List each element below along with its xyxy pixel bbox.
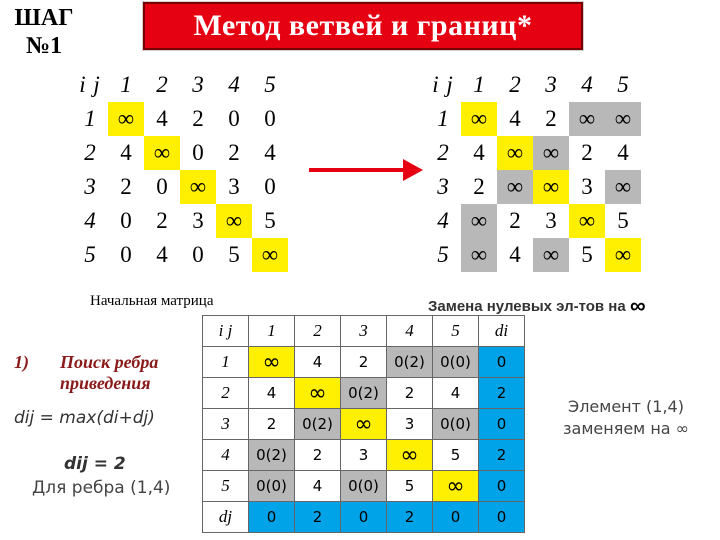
replaced-cell: ∞ — [533, 170, 569, 204]
method-block — [14, 352, 194, 498]
penalty-cell: 4 — [295, 471, 341, 502]
initial-cell: 0 — [120, 208, 132, 233]
penalty-row-label: 3 — [203, 409, 249, 440]
penalty-cell: 0(2) — [341, 378, 387, 409]
replaced-row-label: 4 — [437, 208, 449, 233]
penalty-dj-cell: 0 — [433, 502, 479, 533]
replaced-cell: 2 — [473, 174, 485, 199]
replaced-col-header: 5 — [617, 72, 629, 97]
step-label — [4, 4, 84, 60]
penalty-cell: 4 — [295, 347, 341, 378]
initial-corner: i j — [79, 72, 101, 97]
penalty-col-header: 2 — [295, 316, 341, 347]
penalty-di-header: di — [479, 316, 525, 347]
penalty-row-label: 1 — [203, 347, 249, 378]
replaced-matrix — [425, 68, 641, 272]
initial-cell: 4 — [156, 106, 168, 131]
penalty-di-cell: 0 — [479, 347, 525, 378]
penalty-col-header: 4 — [387, 316, 433, 347]
initial-cell: 0 — [192, 140, 204, 165]
penalty-cell: ∞ — [295, 378, 341, 409]
replaced-row-label: 3 — [437, 174, 449, 199]
penalty-header-row — [203, 316, 525, 347]
initial-col-header: 2 — [156, 72, 168, 97]
initial-row — [72, 136, 288, 170]
replaced-col-header: 2 — [509, 72, 521, 97]
initial-cell: 0 — [264, 106, 276, 131]
initial-cell: 2 — [228, 140, 240, 165]
penalty-di-cell: 0 — [479, 471, 525, 502]
slide-title: Метод ветвей и границ* — [193, 9, 533, 42]
initial-row-label: 5 — [84, 242, 96, 267]
penalty-dj-row — [203, 502, 525, 533]
initial-row — [72, 238, 288, 272]
initial-cell: ∞ — [216, 204, 252, 238]
penalty-cell: 4 — [249, 378, 295, 409]
replaced-cell: ∞ — [605, 238, 641, 272]
penalty-di-cell: 0 — [479, 409, 525, 440]
initial-row — [72, 170, 288, 204]
initial-row-label: 2 — [84, 140, 96, 165]
replaced-row-label: 2 — [437, 140, 449, 165]
replaced-cell: ∞ — [461, 102, 497, 136]
initial-cell: 2 — [156, 208, 168, 233]
replaced-col-header: 1 — [473, 72, 485, 97]
replaced-cell: ∞ — [497, 170, 533, 204]
penalty-cell: 0(0) — [341, 471, 387, 502]
method-number: 1) — [14, 352, 29, 372]
initial-cell: 5 — [264, 208, 276, 233]
initial-row-label: 1 — [84, 106, 96, 131]
penalty-col-header: 3 — [341, 316, 387, 347]
replaced-cell: 2 — [545, 106, 557, 131]
initial-col-header: 4 — [228, 72, 240, 97]
step-word: ШАГ — [14, 5, 74, 31]
penalty-cell: 0(0) — [249, 471, 295, 502]
penalty-row-label: 5 — [203, 471, 249, 502]
replaced-cell: 5 — [617, 208, 629, 233]
penalty-cell: ∞ — [387, 440, 433, 471]
penalty-di-cell: 2 — [479, 378, 525, 409]
initial-cell: 0 — [264, 174, 276, 199]
penalty-matrix — [202, 315, 525, 533]
replaced-col-header: 4 — [581, 72, 593, 97]
initial-cell: 0 — [156, 174, 168, 199]
initial-matrix — [72, 68, 288, 272]
initial-cell: 2 — [120, 174, 132, 199]
method-edge: Для ребра (1,4) — [32, 478, 171, 498]
penalty-dj-cell: 0 — [341, 502, 387, 533]
replaced-header-row — [425, 68, 641, 102]
replaced-corner: i j — [432, 72, 454, 97]
initial-cell: ∞ — [252, 238, 288, 272]
replaced-cell: ∞ — [569, 102, 605, 136]
penalty-cell: 5 — [433, 440, 479, 471]
penalty-corner: i j — [203, 316, 249, 347]
penalty-cell: 0(2) — [387, 347, 433, 378]
penalty-cell: 0(2) — [249, 440, 295, 471]
penalty-dj-cell: 2 — [295, 502, 341, 533]
replaced-cell: 2 — [581, 140, 593, 165]
penalty-dj-cell: 0 — [249, 502, 295, 533]
initial-cell: ∞ — [144, 136, 180, 170]
penalty-cell: ∞ — [249, 347, 295, 378]
replaced-cell: 3 — [545, 208, 557, 233]
penalty-cell: 0(0) — [433, 409, 479, 440]
penalty-col-header: 5 — [433, 316, 479, 347]
initial-header-row — [72, 68, 288, 102]
replaced-row-label: 1 — [437, 106, 449, 131]
slide-title-box — [143, 2, 583, 50]
initial-cell: 4 — [264, 140, 276, 165]
replaced-cell: 4 — [473, 140, 485, 165]
method-title — [14, 352, 194, 394]
initial-cell: ∞ — [108, 102, 144, 136]
initial-cell: 0 — [192, 242, 204, 267]
initial-cell: 3 — [192, 208, 204, 233]
replaced-cell: 5 — [581, 242, 593, 267]
replaced-cell: 4 — [617, 140, 629, 165]
penalty-cell: 2 — [341, 347, 387, 378]
penalty-cell: ∞ — [433, 471, 479, 502]
penalty-cell: 3 — [387, 409, 433, 440]
penalty-row — [203, 347, 525, 378]
penalty-row — [203, 409, 525, 440]
penalty-cell: 2 — [249, 409, 295, 440]
initial-col-header: 5 — [264, 72, 276, 97]
penalty-cell: 0(0) — [433, 347, 479, 378]
penalty-row — [203, 378, 525, 409]
initial-cell: 3 — [228, 174, 240, 199]
replaced-cell: ∞ — [605, 170, 641, 204]
initial-row-label: 3 — [84, 174, 96, 199]
replaced-row — [425, 136, 641, 170]
arrow-icon — [307, 150, 425, 190]
replaced-row — [425, 204, 641, 238]
penalty-row-label: 2 — [203, 378, 249, 409]
initial-row — [72, 102, 288, 136]
initial-matrix-caption: Начальная матрица — [90, 293, 214, 309]
penalty-dj-cell: 2 — [387, 502, 433, 533]
infinity-symbol: ∞ — [629, 293, 646, 318]
initial-col-header: 3 — [192, 72, 204, 97]
replaced-cell: 2 — [509, 208, 521, 233]
replaced-row — [425, 238, 641, 272]
penalty-cell: 5 — [387, 471, 433, 502]
replaced-cell: ∞ — [605, 102, 641, 136]
penalty-cell: 2 — [387, 378, 433, 409]
replaced-cell: 4 — [509, 106, 521, 131]
replacement-note — [546, 396, 706, 440]
penalty-dj-label: dj — [203, 502, 249, 533]
replaced-cell: ∞ — [497, 136, 533, 170]
initial-cell: 4 — [120, 140, 132, 165]
penalty-di-cell: 2 — [479, 440, 525, 471]
replaced-cell: ∞ — [533, 238, 569, 272]
penalty-row — [203, 471, 525, 502]
penalty-col-header: 1 — [249, 316, 295, 347]
initial-cell: ∞ — [180, 170, 216, 204]
initial-cell: 4 — [156, 242, 168, 267]
method-title-text: Поиск ребра приведения — [60, 352, 159, 393]
penalty-cell: 3 — [341, 440, 387, 471]
initial-row — [72, 204, 288, 238]
replaced-cell: 3 — [581, 174, 593, 199]
initial-row-label: 4 — [84, 208, 96, 233]
penalty-cell: ∞ — [341, 409, 387, 440]
penalty-row-label: 4 — [203, 440, 249, 471]
note-line-2: заменяем на ∞ — [563, 419, 689, 438]
penalty-dj-cell: 0 — [479, 502, 525, 533]
replaced-row-label: 5 — [437, 242, 449, 267]
initial-col-header: 1 — [120, 72, 132, 97]
initial-cell: 0 — [228, 106, 240, 131]
replaced-cell: ∞ — [461, 238, 497, 272]
method-result: dij = 2 — [64, 454, 126, 474]
replaced-cell: 4 — [509, 242, 521, 267]
replaced-cell: ∞ — [461, 204, 497, 238]
replaced-col-header: 3 — [545, 72, 557, 97]
initial-cell: 5 — [228, 242, 240, 267]
penalty-cell: 0(2) — [295, 409, 341, 440]
penalty-cell: 2 — [295, 440, 341, 471]
step-number: №1 — [25, 33, 63, 59]
method-formula: dij = max(di+dj) — [14, 408, 155, 428]
replaced-row — [425, 102, 641, 136]
penalty-cell: 4 — [433, 378, 479, 409]
initial-cell: 2 — [192, 106, 204, 131]
replaced-cell: ∞ — [569, 204, 605, 238]
replaced-caption-text: Замена нулевых эл-тов на — [428, 298, 626, 315]
penalty-row — [203, 440, 525, 471]
initial-cell: 0 — [120, 242, 132, 267]
note-line-1: Элемент (1,4) — [568, 397, 684, 416]
replaced-row — [425, 170, 641, 204]
replaced-cell: ∞ — [533, 136, 569, 170]
